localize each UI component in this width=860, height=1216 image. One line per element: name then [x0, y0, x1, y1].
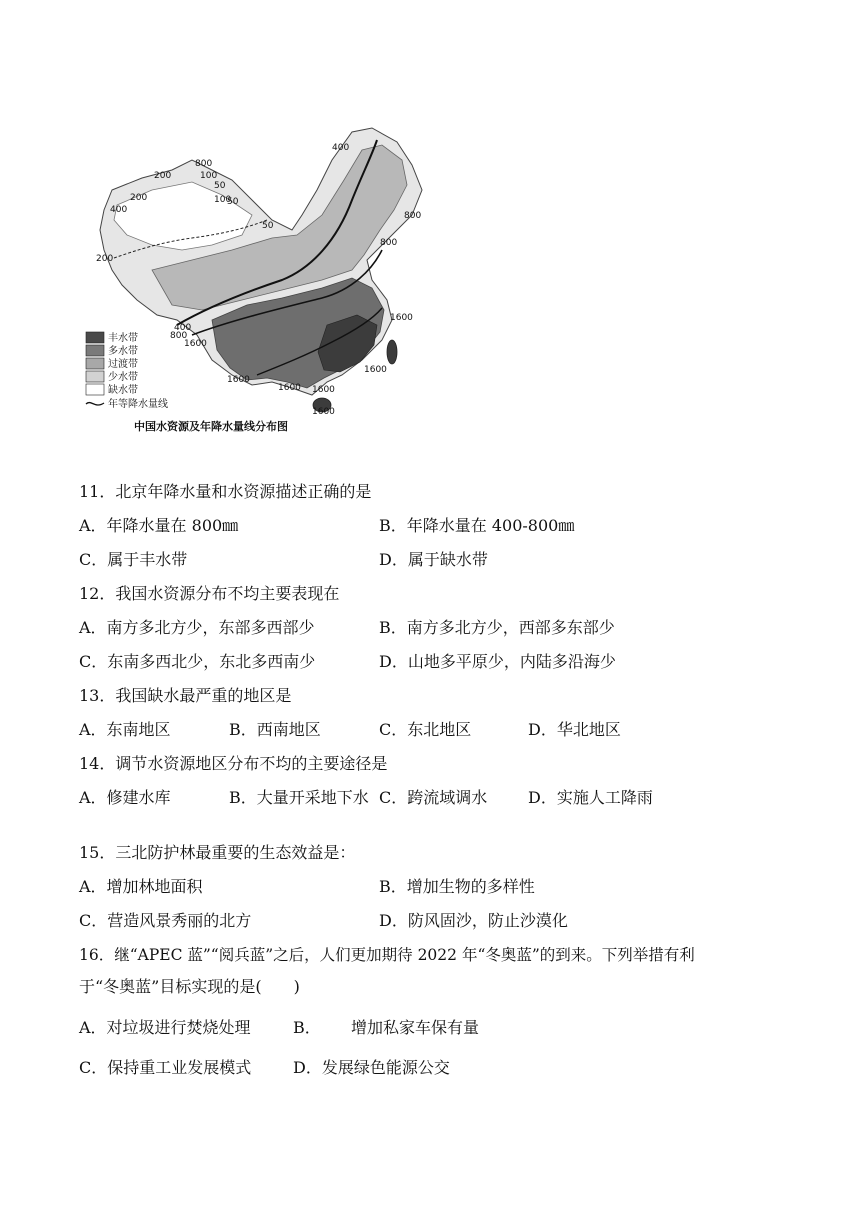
- isoline-label: 800: [380, 238, 398, 248]
- isoline-label: 1600: [364, 365, 387, 375]
- legend-swatch: [86, 384, 104, 395]
- isoline-label: 800: [404, 211, 422, 221]
- question-12-stem: 12．我国水资源分布不均主要表现在: [79, 584, 340, 603]
- isoline-label: 1600: [278, 383, 301, 393]
- legend-swatch: [86, 358, 104, 369]
- isoline-label: 800: [170, 331, 188, 341]
- isoline-label: 1600: [390, 313, 413, 323]
- question-14-option-b: B．大量开采地下水: [229, 788, 369, 807]
- question-16-option-d: D．发展绿色能源公交: [293, 1058, 450, 1077]
- china-map-svg: [82, 120, 450, 440]
- isoline-legend-icon: [86, 403, 104, 405]
- question-15-option-d: D．防风固沙，防止沙漠化: [379, 911, 568, 930]
- question-15-option-b: B．增加生物的多样性: [379, 877, 535, 896]
- isoline-label: 400: [174, 323, 192, 333]
- legend-label: 多水带: [108, 346, 138, 357]
- isoline-label: 100: [214, 195, 232, 205]
- legend-label: 年等降水量线: [108, 399, 168, 410]
- question-15-option-a: A．增加林地面积: [79, 877, 203, 896]
- question-14-option-c: C．跨流域调水: [379, 788, 488, 807]
- question-12-option-d: D．山地多平原少，内陆多沿海少: [379, 652, 616, 671]
- question-12-option-c: C．东南多西北少，东北多西南少: [79, 652, 316, 671]
- question-14-stem: 14．调节水资源地区分布不均的主要途径是: [79, 754, 388, 773]
- question-13-option-d: D．华北地区: [528, 720, 621, 739]
- question-13-option-a: A．东南地区: [79, 720, 171, 739]
- question-16-option-c: C．保持重工业发展模式: [79, 1058, 252, 1077]
- isoline-label: 200: [96, 254, 114, 264]
- question-16-stem-line2: 于“冬奥蓝”目标实现的是( ): [79, 977, 300, 996]
- question-14-option-a: A．修建水库: [79, 788, 171, 807]
- question-16-option-b-label: B．: [293, 1018, 321, 1037]
- question-11-option-b: B．年降水量在 400-800㎜: [379, 516, 575, 535]
- question-13-option-b: B．西南地区: [229, 720, 321, 739]
- legend-swatch: [86, 345, 104, 356]
- isoline-label: 50: [214, 181, 226, 191]
- isoline-label: 400: [110, 205, 128, 215]
- map-island-taiwan: [387, 340, 397, 364]
- isoline-label: 100: [200, 171, 218, 181]
- isoline-label: 400: [332, 143, 350, 153]
- question-11-option-a: A．年降水量在 800㎜: [79, 516, 239, 535]
- legend-label: 缺水带: [108, 385, 138, 396]
- water-resource-map: [82, 120, 450, 440]
- legend-swatch: [86, 371, 104, 382]
- isoline-label: 50: [262, 221, 274, 231]
- isoline-label: 1600: [184, 339, 207, 349]
- isoline-label: 200: [130, 193, 148, 203]
- isoline-label: 800: [195, 159, 213, 169]
- question-14-option-d: D．实施人工降雨: [528, 788, 653, 807]
- legend-label: 丰水带: [108, 333, 138, 344]
- legend-label: 少水带: [108, 372, 138, 383]
- question-13-stem: 13．我国缺水最严重的地区是: [79, 686, 292, 705]
- question-13-option-c: C．东北地区: [379, 720, 472, 739]
- question-16-stem-line1: 16．继“APEC 蓝”“阅兵蓝”之后，人们更加期待 2022 年“冬奥蓝”的到来。下列举措有利: [79, 946, 695, 964]
- isoline-label: 200: [154, 171, 172, 181]
- map-caption: 中国水资源及年降水量线分布图: [134, 420, 288, 433]
- isoline-label: 1600: [312, 385, 335, 395]
- question-15-option-c: C．营造风景秀丽的北方: [79, 911, 252, 930]
- question-16-option-b-text: 增加私家车保有量: [351, 1018, 480, 1037]
- question-11-option-d: D．属于缺水带: [379, 550, 488, 569]
- question-11-stem: 11．北京年降水量和水资源描述正确的是: [79, 482, 372, 501]
- map-legend: [86, 331, 168, 410]
- question-15-stem: 15．三北防护林最重要的生态效益是：: [79, 843, 356, 862]
- isoline-label: 1600: [227, 375, 250, 385]
- isoline-label: 50: [227, 197, 239, 207]
- question-11-option-c: C．属于丰水带: [79, 550, 188, 569]
- isoline-label: 1600: [312, 407, 335, 417]
- legend-swatch: [86, 332, 104, 343]
- question-16-option-a: A．对垃圾进行焚烧处理: [79, 1018, 251, 1037]
- question-12-option-a: A．南方多北方少，东部多西部少: [79, 618, 315, 637]
- question-12-option-b: B．南方多北方少，西部多东部少: [379, 618, 615, 637]
- legend-label: 过渡带: [108, 359, 138, 370]
